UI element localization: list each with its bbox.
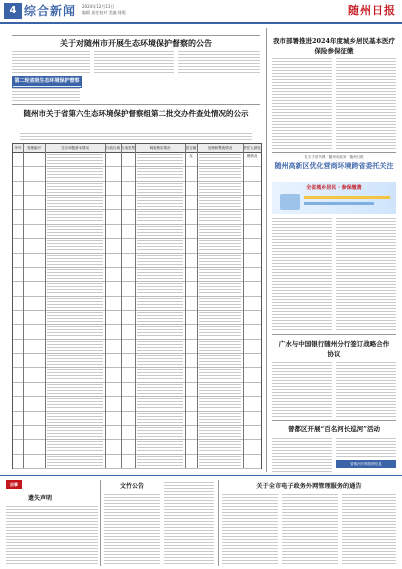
table-row: [13, 296, 261, 311]
table-cell-text: [47, 398, 103, 408]
date-line: 2024年12月13日: [82, 4, 115, 9]
table-cell-text: [137, 168, 183, 178]
table-cell-text: [47, 154, 103, 164]
story3-col1: [272, 362, 332, 418]
table-header: 责任人被处理情况: [243, 146, 261, 158]
story3-title: 广水与中国银行随州分行签订战略合作协议: [278, 340, 390, 358]
table-cell-text: [199, 427, 241, 437]
notice-label: 启事: [6, 480, 22, 489]
table-header: 交办问题基本情况: [61, 146, 89, 150]
table-cell-text: [137, 269, 183, 279]
story2-banner-image: [272, 182, 396, 214]
complaints-table: [12, 143, 262, 469]
editor-line: 编辑 责任校对 美编 排版: [82, 10, 126, 15]
table-cell-text: [47, 168, 103, 178]
mid-notice-title: 文竹公告: [119, 483, 144, 490]
table-cell-text: [199, 369, 241, 379]
table-row: [13, 253, 261, 268]
announce-top-rule: [12, 104, 260, 105]
mid-notice-text: [104, 494, 160, 564]
qr-caption-bar: [336, 460, 396, 468]
report-box: [12, 76, 82, 88]
story2-title: 随州高新区优化营商环境跨省委托关注: [274, 161, 394, 170]
table-cell-text: [137, 384, 183, 394]
table-cell-text: [47, 197, 103, 207]
table-row: [13, 181, 261, 196]
story1-col1: [272, 58, 332, 150]
story2-top-rule: [272, 152, 396, 153]
bottom-divider: [218, 480, 219, 566]
story3-col2: [336, 362, 396, 418]
table-cell-text: [137, 312, 183, 322]
notice-top-rule: [12, 35, 260, 36]
story4-top-rule: [272, 420, 396, 421]
table-cell-text: [137, 154, 183, 164]
table-header: 受理编号: [27, 146, 41, 150]
table-row: [13, 195, 261, 210]
table-header: 行政区域: [106, 146, 120, 150]
table-header: 序号: [14, 146, 22, 150]
table-cell-text: [199, 341, 241, 351]
table-cell-text: [137, 255, 183, 265]
table-cell-text: [199, 240, 241, 250]
table-cell-text: [199, 398, 241, 408]
table-row: [13, 267, 261, 282]
table-cell-text: [199, 413, 241, 423]
table-cell-text: [137, 240, 183, 250]
table-row: [13, 353, 261, 368]
table-cell-text: [47, 369, 103, 379]
table-header: 污染类型: [121, 146, 135, 150]
table-cell-text: [199, 298, 241, 308]
table-row: [13, 224, 261, 239]
table-cell-text: [47, 384, 103, 394]
table-cell-text: [47, 355, 103, 365]
table-divider: [135, 144, 136, 468]
notice-title: 关于对随州市开展生态环境保护督察的公告: [60, 38, 212, 48]
notice-col3: [178, 51, 260, 73]
notice-col2: [94, 51, 174, 73]
table-cell-text: [47, 183, 103, 193]
table-cell-text: [47, 326, 103, 336]
table-cell-text: [137, 226, 183, 236]
announce-title: 随州市关于省第六生态环境保护督察组第二批交办件查处情况的公示: [23, 109, 249, 118]
qr-caption: 曾都河长制管理信息: [350, 462, 382, 466]
story1-col2: [336, 58, 396, 150]
table-cell-text: [47, 211, 103, 221]
table-cell-text: [137, 326, 183, 336]
column-separator: [266, 28, 267, 472]
table-cell-text: [199, 441, 241, 451]
table-cell-text: [199, 269, 241, 279]
banner-text: 全省城乡居民 · 参保缴费: [306, 185, 362, 191]
story1-title: 我市部署推进2024年度城乡居民基本医疗保险参保征缴: [272, 37, 396, 55]
table-header: 处理和整改情况: [207, 146, 233, 150]
table-cell-text: [47, 456, 103, 466]
table-divider: [23, 144, 24, 468]
table-cell-text: [199, 255, 241, 265]
table-divider: [243, 144, 244, 468]
egov-col1: [222, 494, 278, 564]
story4-col1: [272, 438, 332, 474]
banner-figure: [280, 194, 300, 210]
story4-title: 曾都区开展“百名河长巡河”活动: [288, 425, 380, 433]
table-row: [13, 238, 261, 253]
report-box-text: [12, 88, 80, 102]
table-cell-text: [47, 226, 103, 236]
table-row: [13, 425, 261, 440]
table-cell-text: [137, 298, 183, 308]
table-cell-text: [199, 197, 241, 207]
mid-notice-text-2: [164, 482, 214, 564]
table-row: [13, 209, 261, 224]
story2-kicker: 孔夫子旧书网 · 随州市政务 · 随州日报: [304, 155, 364, 159]
table-cell-text: [199, 326, 241, 336]
table-cell-text: [199, 384, 241, 394]
egov-notice-title: 关于全市电子政务外网管理服务的通告: [256, 483, 362, 490]
table-divider: [121, 144, 122, 468]
lost-statement-text: [6, 506, 98, 564]
story2-col2: [336, 218, 396, 330]
table-cell-text: [47, 298, 103, 308]
table-header: 是否属实: [185, 146, 197, 158]
table-divider: [185, 144, 186, 468]
table-cell-text: [137, 398, 183, 408]
story3-top-rule: [272, 334, 396, 335]
bottom-rule: [0, 475, 402, 476]
table-row: [13, 367, 261, 382]
banner-strip: [304, 202, 374, 205]
table-cell-text: [47, 283, 103, 293]
table-cell-text: [199, 211, 241, 221]
table-row: [13, 339, 261, 354]
table-body: [13, 152, 261, 468]
egov-col3: [342, 494, 396, 564]
table-header: 调查核实情况: [149, 146, 171, 150]
table-cell-text: [47, 413, 103, 423]
table-cell-text: [137, 413, 183, 423]
table-cell-text: [137, 197, 183, 207]
newspaper-logo: 随州日报: [348, 4, 396, 17]
table-cell-text: [47, 427, 103, 437]
table-cell-text: [47, 312, 103, 322]
table-cell-text: [47, 240, 103, 250]
table-divider: [45, 144, 46, 468]
table-cell-text: [199, 312, 241, 322]
table-row: [13, 454, 261, 469]
table-cell-text: [199, 226, 241, 236]
section-title: 综合新闻: [24, 4, 77, 18]
report-box-title: 第二轮省级生态环境保护督察: [14, 78, 80, 84]
table-cell-text: [47, 441, 103, 451]
table-cell-text: [199, 456, 241, 466]
table-cell-text: [137, 369, 183, 379]
table-cell-text: [137, 441, 183, 451]
story2-col1: [272, 218, 332, 330]
table-row: [13, 281, 261, 296]
masthead: [0, 0, 402, 22]
announce-intro: [20, 133, 252, 141]
table-row: [13, 382, 261, 397]
table-row: [13, 396, 261, 411]
table-cell-text: [47, 255, 103, 265]
table-cell-text: [137, 355, 183, 365]
table-cell-text: [199, 283, 241, 293]
table-row: [13, 166, 261, 181]
table-cell-text: [137, 283, 183, 293]
story4-col2: [336, 438, 396, 458]
table-row: [13, 324, 261, 339]
table-divider: [197, 144, 198, 468]
table-divider: [105, 144, 106, 468]
table-row: [13, 310, 261, 325]
table-cell-text: [137, 183, 183, 193]
table-row: [13, 439, 261, 454]
bottom-divider: [100, 480, 101, 566]
notice-col1: [12, 51, 90, 73]
table-row: [13, 411, 261, 426]
table-cell-text: [137, 211, 183, 221]
table-cell-text: [47, 341, 103, 351]
table-cell-text: [47, 269, 103, 279]
table-cell-text: [199, 183, 241, 193]
lost-statement-title: 遗失声明: [27, 495, 52, 502]
table-cell-text: [199, 355, 241, 365]
table-cell-text: [137, 456, 183, 466]
table-cell-text: [137, 427, 183, 437]
masthead-rule: [0, 22, 402, 24]
table-row: [13, 152, 261, 167]
egov-col2: [282, 494, 338, 564]
banner-strip: [304, 196, 390, 199]
table-cell-text: [199, 168, 241, 178]
table-cell-text: [199, 154, 241, 164]
page-number: 4: [4, 3, 22, 19]
table-cell-text: [137, 341, 183, 351]
